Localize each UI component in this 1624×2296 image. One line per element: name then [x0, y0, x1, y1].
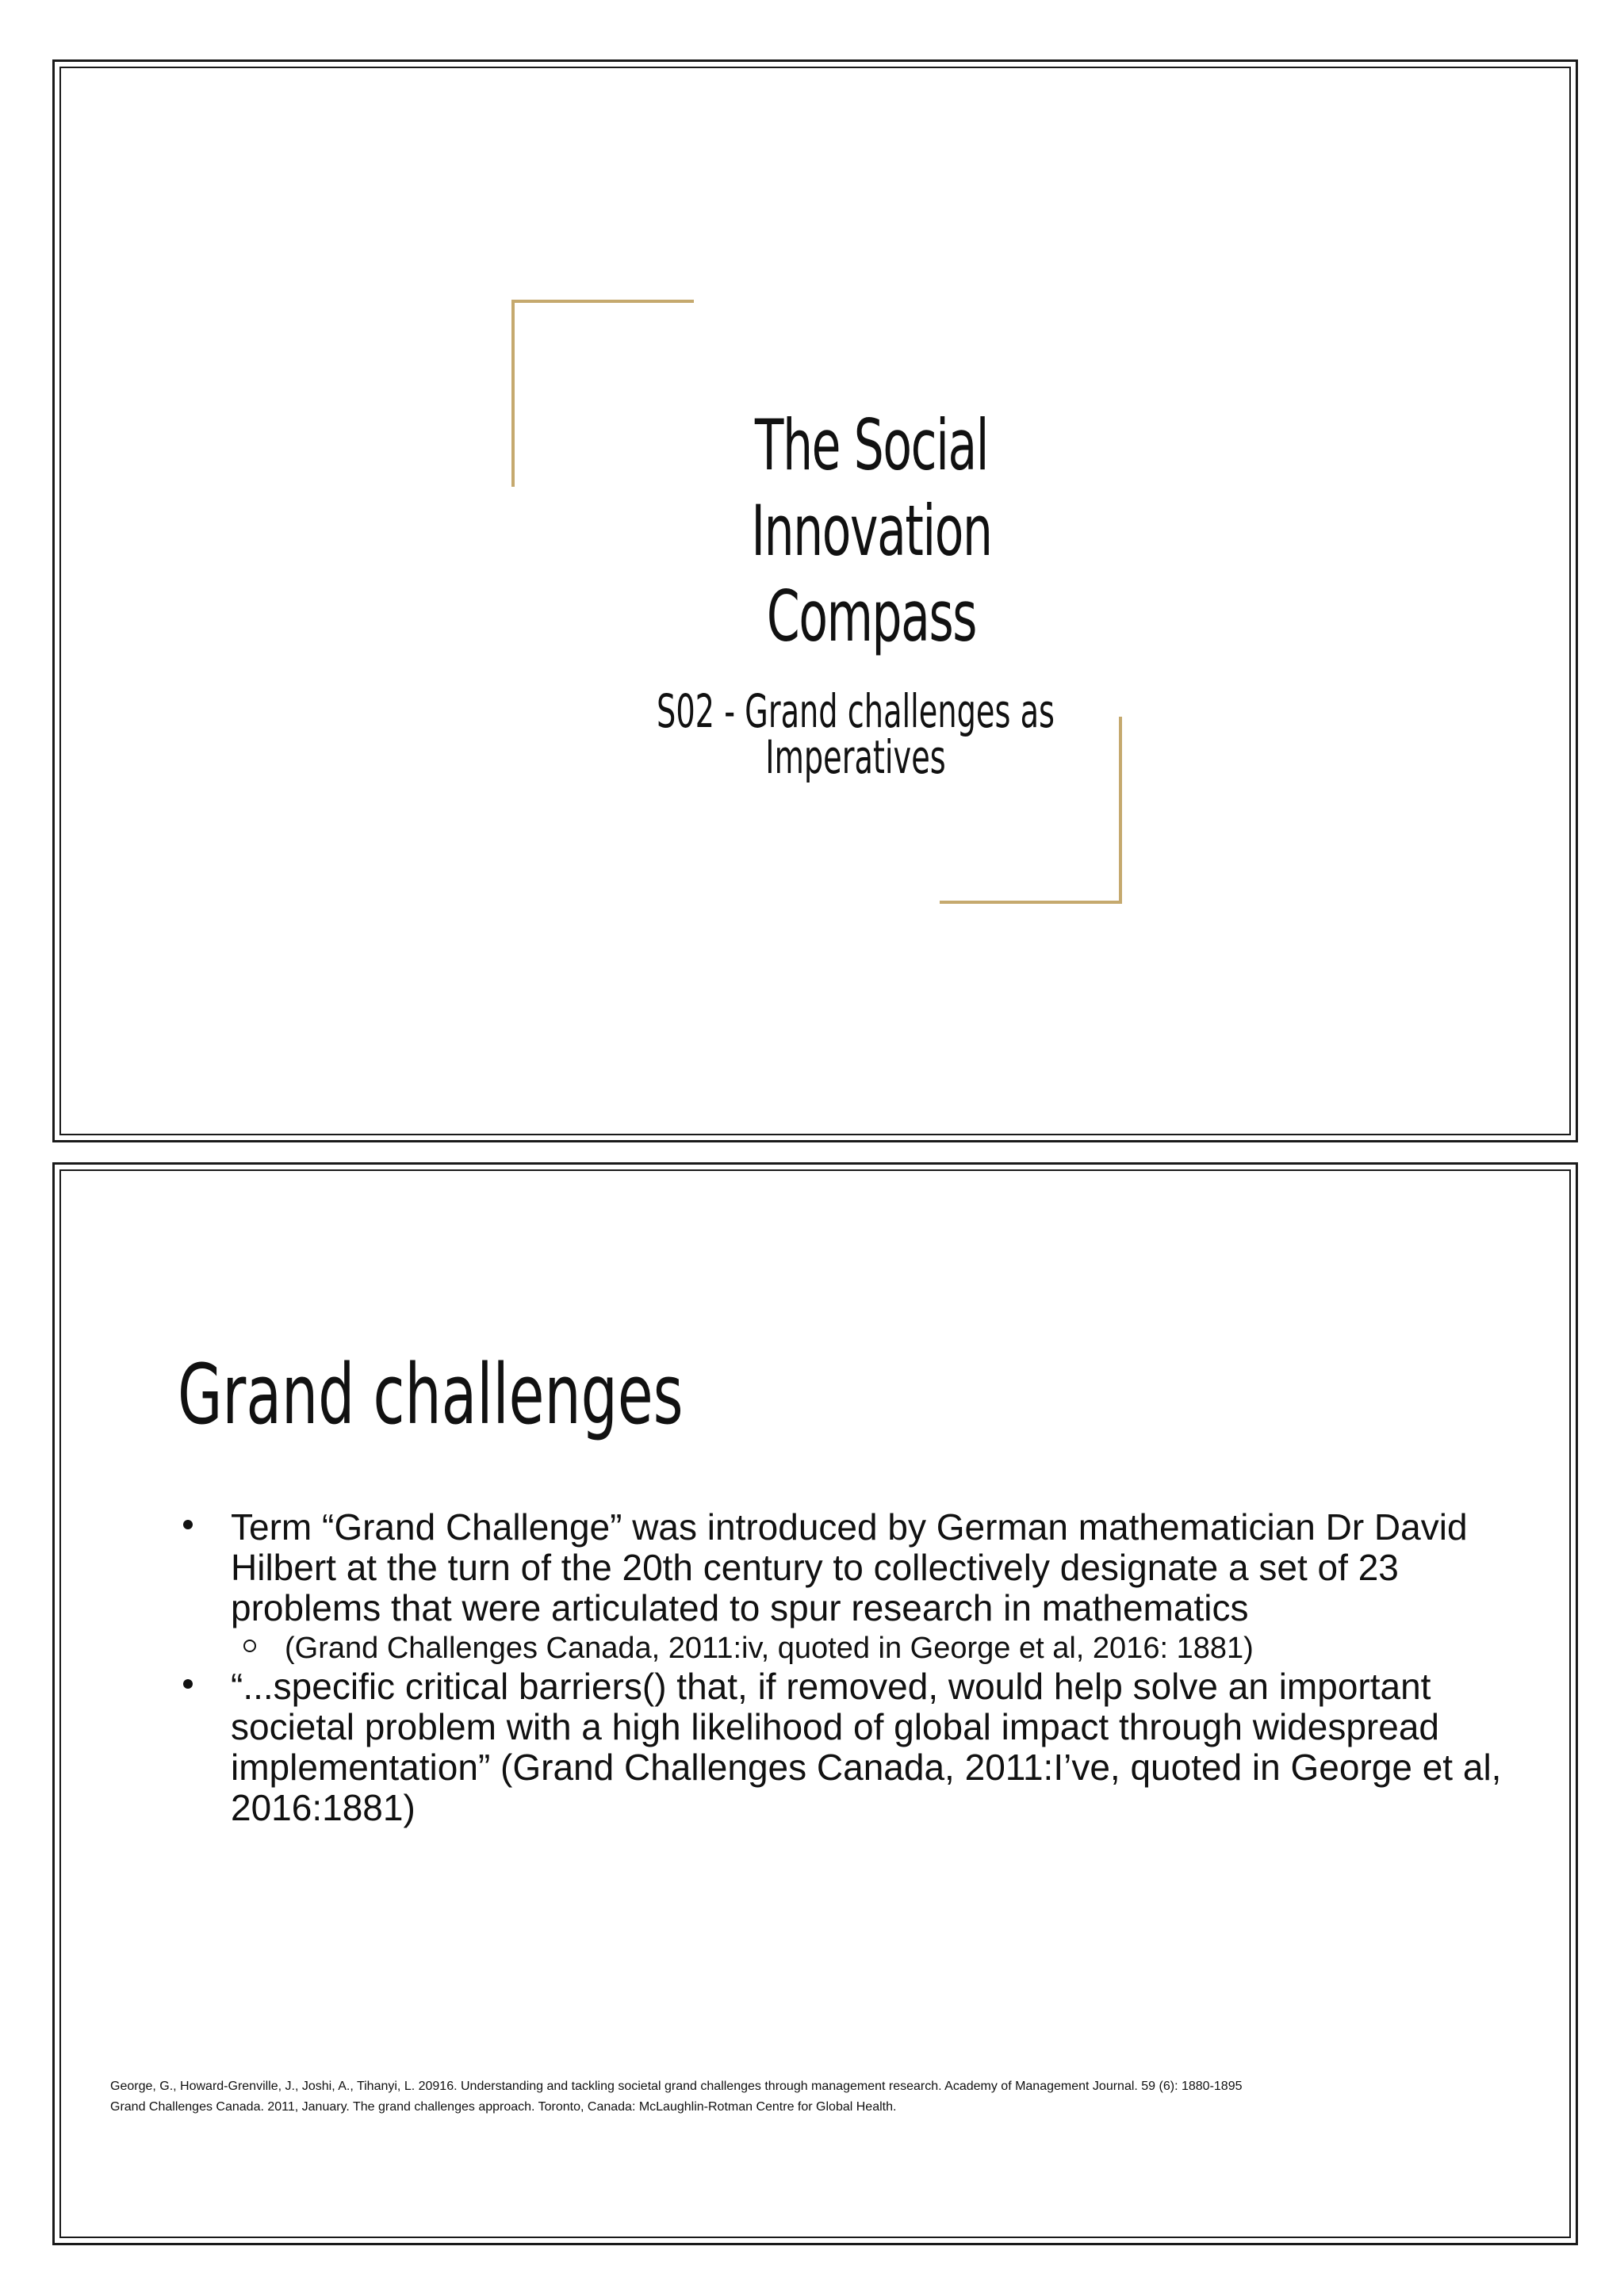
bullet-list [182, 1507, 1530, 1828]
sub-bullet-text: (Grand Challenges Canada, 2011:iv, quoted in George et al, 2016: 1881) [285, 1632, 1254, 1665]
presentation-subtitle: S02 - Grand challenges as Imperatives [657, 684, 1055, 784]
reference-item: George, G., Howard-Grenville, J., Joshi, A., Tihanyi, L. 20916. Understanding and tackling societal grand challenges through management research. Academy of Management Journal. 59 (6): 1880-1895 [110, 2080, 1243, 2093]
presentation-title: The Social Innovation Compass [751, 404, 992, 657]
content-slide [52, 1162, 1578, 2245]
reference-item: Grand Challenges Canada. 2011, January. The grand challenges approach. Toronto, Canada: McLaughlin-Rotman Centre for Global Health. [110, 2100, 897, 2114]
gold-corner-top-left [511, 300, 694, 487]
bullet-dot-icon [183, 1520, 193, 1529]
bullet-text: “...specific critical barriers() that, if removed, would help solve an important societal problem with a high likelihood of global impact through widespread implementation” (Grand Challenges Canada, 2011:I’ve, quoted in George et al, 2016:1881) [231, 1666, 1502, 1828]
bullet-item [182, 1667, 1530, 1828]
hollow-circle-bullet-icon [243, 1640, 256, 1652]
title-slide [52, 59, 1578, 1142]
bullet-text: Term “Grand Challenge” was introduced by German mathematician Dr David Hilbert at the turn of the 20th century to collectively designate a set of 23 problems that were articulated to spur research in mathematics [231, 1506, 1468, 1628]
bullet-dot-icon [183, 1679, 193, 1689]
references [110, 2076, 1538, 2118]
bullet-item [182, 1507, 1530, 1628]
slide-heading: Grand challenges [178, 1346, 684, 1443]
sub-bullet-item [285, 1628, 1530, 1667]
